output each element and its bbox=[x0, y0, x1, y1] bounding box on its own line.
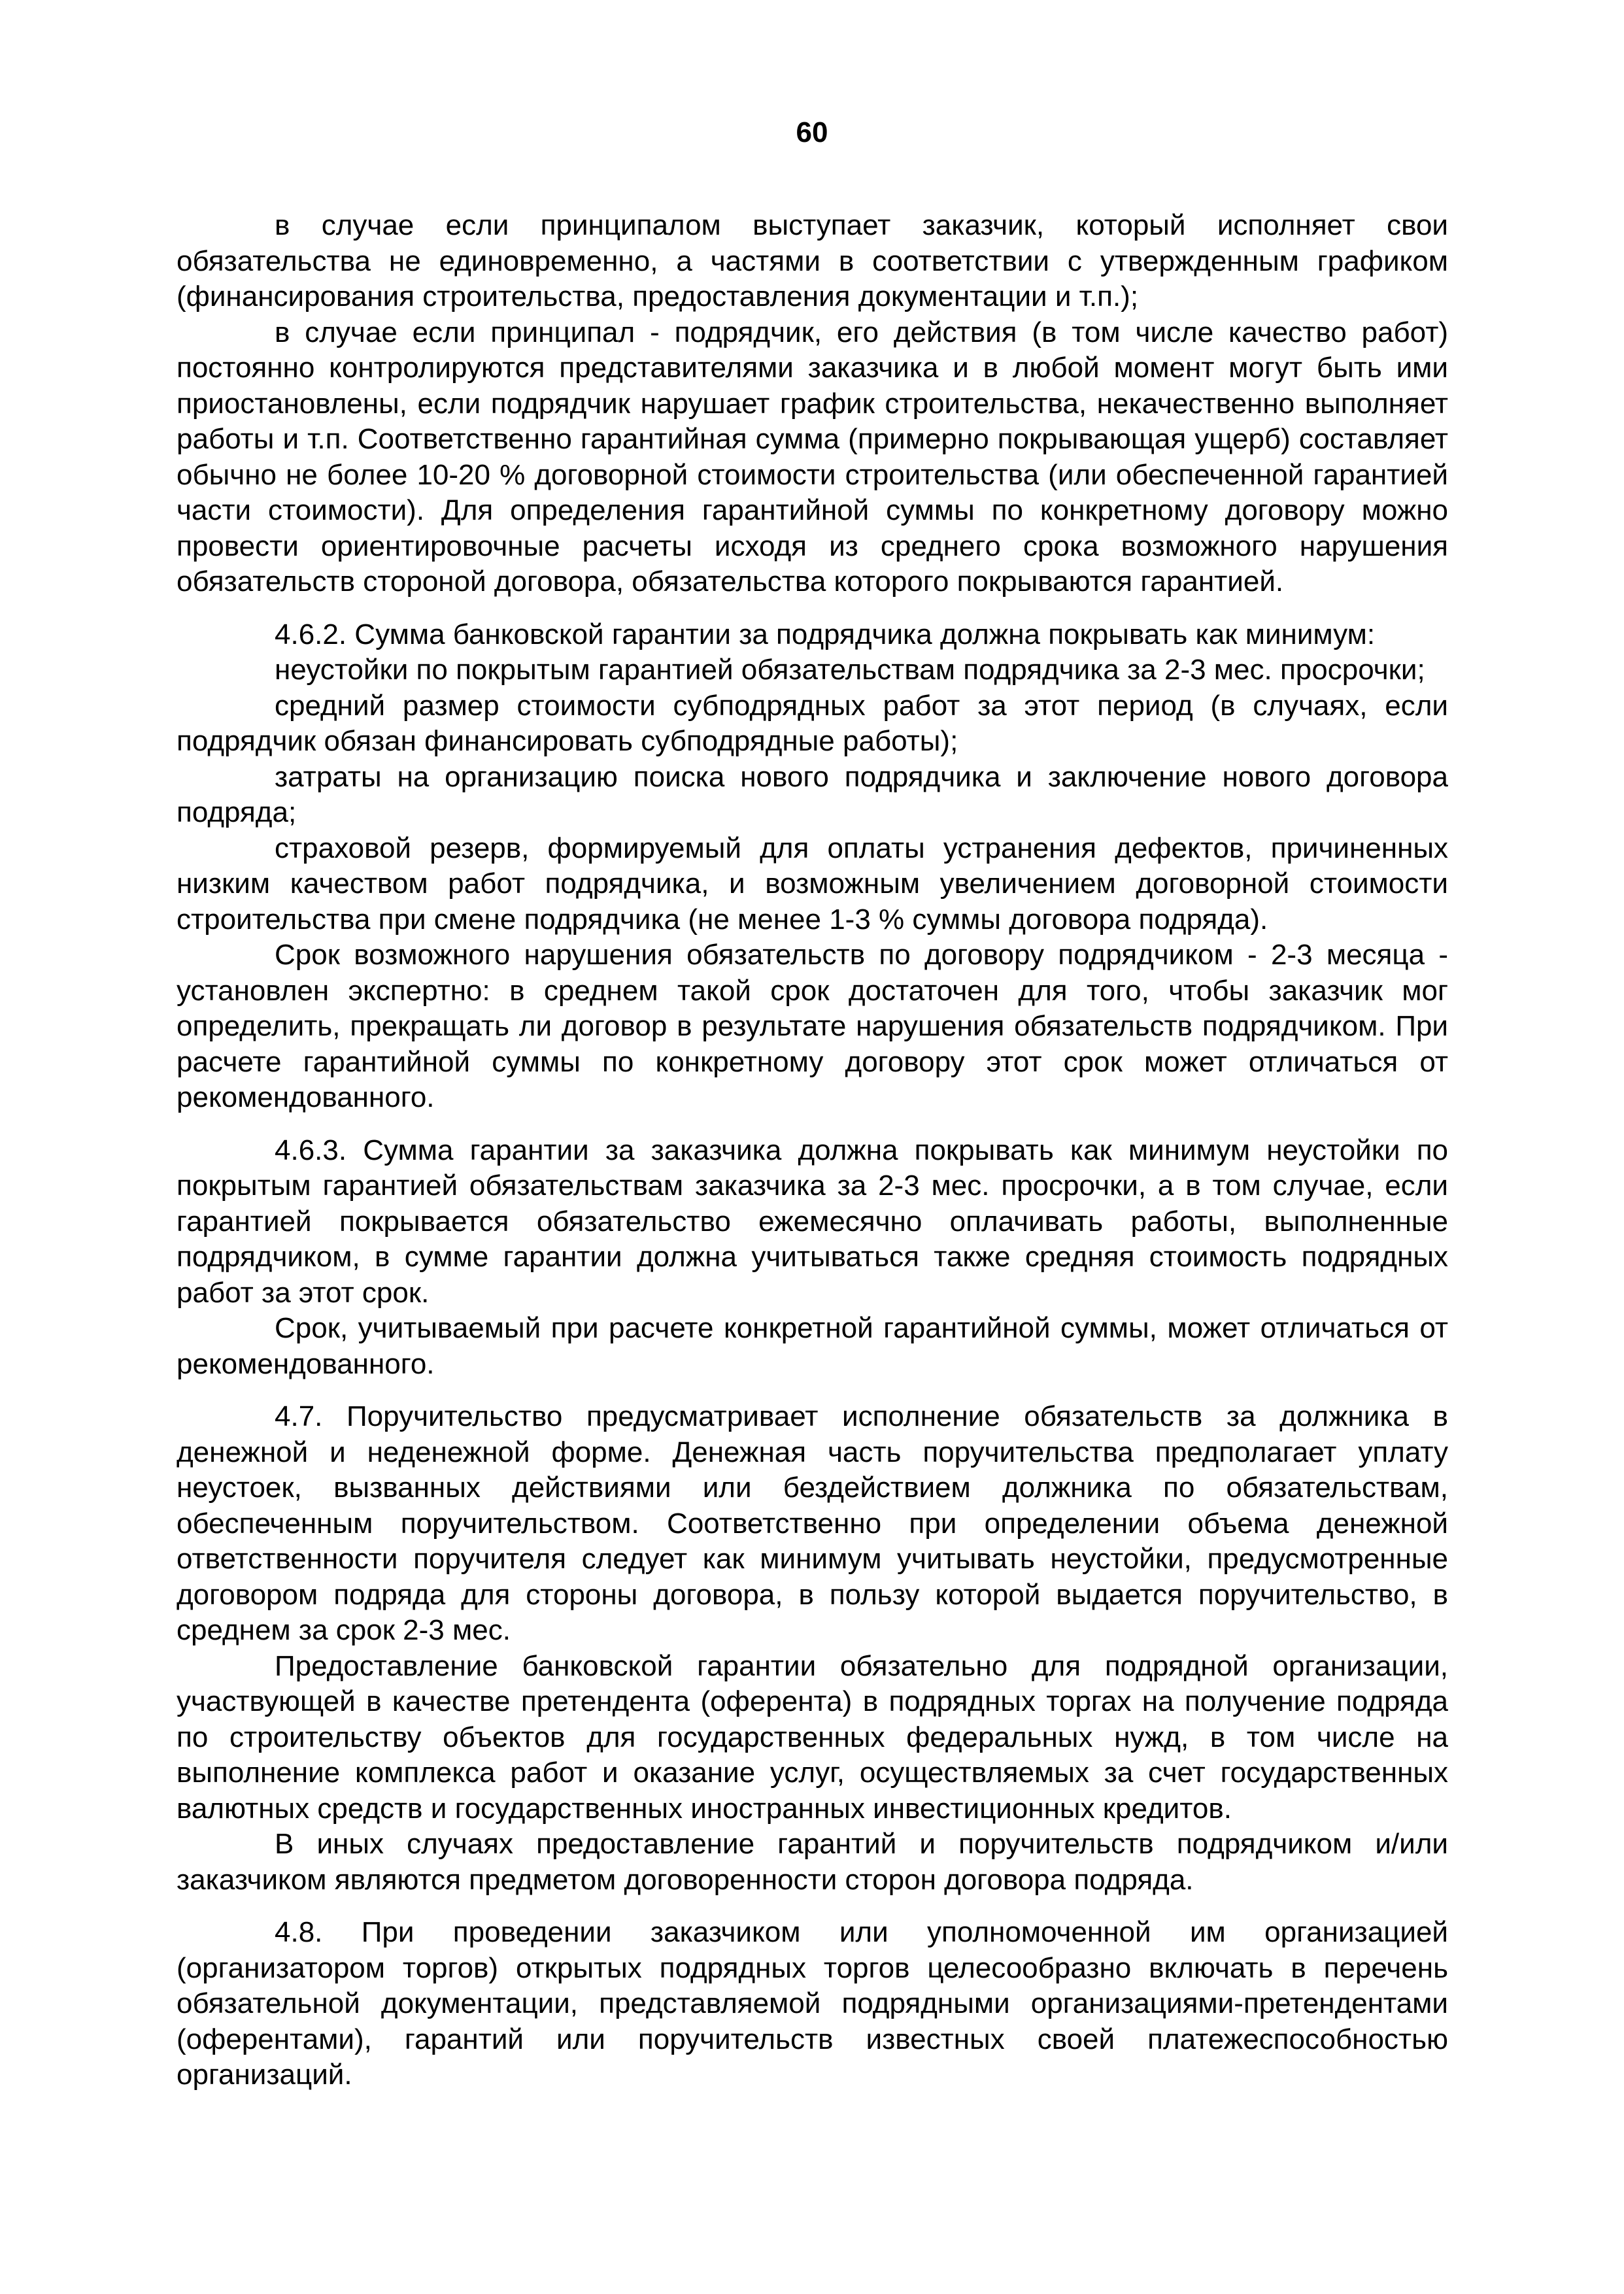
paragraph-4-6-3: 4.6.3. Сумма гарантии за заказчика должна покрывать как минимум неустойки по покрытым гарантией обязательствам заказчика за 2-3 мес. просрочки, а в том случае, если гарантией покрывается обязательство ежемесячно оплачивать работы, выполненные подрядчиком, в сумме гарантии должна учитываться также средняя стоимость подрядных работ за этот срок. bbox=[177, 1134, 1448, 1309]
body-text bbox=[177, 208, 1448, 2093]
list-item-penalties: неустойки по покрытым гарантией обязательствам подрядчика за 2-3 мес. просрочки; bbox=[275, 654, 1425, 686]
paragraph-other-cases: В иных случаях предоставление гарантий и поручительств подрядчиком и/или заказчиком являются предметом договоренности сторон договора подряда. bbox=[177, 1828, 1448, 1896]
list-item-subcontract-cost: средний размер стоимости субподрядных работ за этот период (в случаях, если подрядчик обязан финансировать субподрядные работы); bbox=[177, 689, 1448, 757]
paragraph-principal-contractor: в случае если принципал - подрядчик, его действия (в том числе качество работ) постоянно контролируются представителями заказчика и в любой момент могут быть ими приостановлены, если подрядчик нарушает график строительства, некачественно выполняет работы и т.п. Соответственно гарантийная сумма (примерно покрывающая ущерб) составляет обычно не более 10-20 % договорной стоимости строительства (или обеспеченной гарантией части стоимости). Для определения гарантийной суммы по конкретному договору можно провести ориентировочные расчеты исходя из среднего срока возможного нарушения обязательств стороной договора, обязательства которого покрываются гарантией. bbox=[177, 316, 1448, 598]
list-item-insurance-reserve: страховой резерв, формируемый для оплаты устранения дефектов, причиненных низким качеством работ подрядчика, и возможным увеличением договорной стоимости строительства при смене подрядчика (не менее 1-3 % суммы договора подряда). bbox=[177, 832, 1448, 936]
paragraph-principal-customer: в случае если принципалом выступает заказчик, который исполняет свои обязательства не единовременно, а частями в соответствии с утвержденным графиком (финансирования строительства, предоставления документации и т.п.); bbox=[177, 209, 1448, 312]
paragraph-4-8: 4.8. При проведении заказчиком или уполномоченной им организацией (организатором торгов) открытых подрядных торгов целесообразно включать в перечень обязательной документации, представляемой подрядными организациями-претендентами (оферентами), гарантий или поручительств известных своей платежеспособностью организаций. bbox=[177, 1916, 1448, 2091]
list-item-search-costs: затраты на организацию поиска нового подрядчика и заключение нового договора подряда; bbox=[177, 760, 1448, 828]
page-number: 60 bbox=[796, 116, 828, 148]
paragraph-bank-guarantee-mandatory: Предоставление банковской гарантии обязательно для подрядной организации, участвующей в качестве претендента (оферента) в подрядных торгах на получение подряда по строительству объектов для государственных федеральных нужд, в том числе на выполнение комплекса работ и оказание услуг, осуществляемых за счет государственных валютных средств и государственных иностранных инвестиционных кредитов. bbox=[177, 1649, 1448, 1825]
paragraph-violation-term: Срок возможного нарушения обязательств по договору подрядчиком - 2-3 месяца - установлен экспертно: в среднем такой срок достаточен для того, чтобы заказчик мог определить, прекращать ли договор в результате нарушения обязательств подрядчиком. При расчете гарантийной суммы по конкретному договору этот срок может отличаться от рекомендованного. bbox=[177, 939, 1448, 1113]
paragraph-term-note: Срок, учитываемый при расчете конкретной гарантийной суммы, может отличаться от рекомендованного. bbox=[177, 1312, 1448, 1380]
paragraph-4-6-2: 4.6.2. Сумма банковской гарантии за подрядчика должна покрывать как минимум: bbox=[275, 618, 1376, 650]
paragraph-4-7: 4.7. Поручительство предусматривает исполнение обязательств за должника в денежной и неденежной форме. Денежная часть поручительства предполагает уплату неустоек, вызванных действиями или бездействием должника по обязательствам, обеспеченным поручительством. Соответственно при определении объема денежной ответственности поручителя следует как минимум учитывать неустойки, предусмотренные договором подряда для стороны договора, в пользу которой выдается поручительство, в среднем за срок 2-3 мес. bbox=[177, 1400, 1448, 1646]
